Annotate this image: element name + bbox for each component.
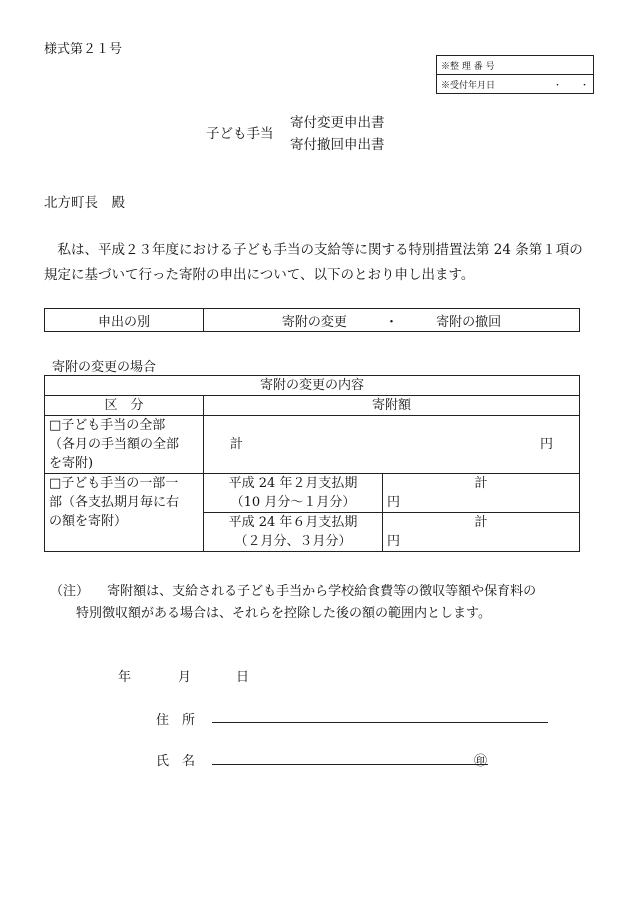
registry-number-label: ※整 理 番 号 bbox=[437, 56, 594, 75]
body-paragraph: 私は、平成２３年度における子ども手当の支給等に関する特別措置法第 24 条第１項の規定に基づいて行った寄附の申出について、以下のとおり申し出ます。 bbox=[44, 242, 583, 283]
period2-amount[interactable] bbox=[383, 513, 580, 552]
period1-amount[interactable] bbox=[383, 474, 580, 513]
name-line[interactable] bbox=[212, 764, 488, 765]
period2-total-label: 計 bbox=[474, 515, 488, 530]
category-partial-line3: の額を寄附） bbox=[49, 514, 128, 529]
addressee: 北方町長 殿 bbox=[44, 195, 125, 211]
application-type-table bbox=[44, 308, 580, 332]
date-year: 年 bbox=[118, 670, 132, 685]
address-label: 住 所 bbox=[156, 713, 196, 728]
note-label: （注） bbox=[50, 584, 90, 599]
option-withdraw[interactable]: 寄附の撤回 bbox=[436, 314, 502, 330]
period2-label bbox=[204, 513, 383, 552]
title-withdraw: 寄付撤回申出書 bbox=[290, 137, 385, 153]
period1-total-label: 計 bbox=[474, 476, 488, 491]
period2-line1: 平成 24 年６月支払期 bbox=[228, 515, 358, 530]
period1-line2: （10 月分～１月分） bbox=[230, 495, 356, 510]
date-day: 日 bbox=[236, 670, 250, 685]
period1-line1: 平成 24 年２月支払期 bbox=[228, 476, 358, 491]
change-table-header: 寄附の変更の内容 bbox=[45, 376, 580, 396]
category-partial-line2: 部（各支払期月毎に右 bbox=[49, 495, 180, 510]
option-change[interactable]: 寄附の変更 bbox=[281, 314, 347, 330]
category-full-line2: （各月の手当額の全部 bbox=[49, 437, 180, 452]
note-line1 bbox=[50, 580, 536, 599]
category-full[interactable] bbox=[45, 416, 204, 474]
title-prefix: 子ども手当 bbox=[206, 126, 274, 142]
application-type-label: 申出の別 bbox=[45, 309, 204, 332]
category-full-line1: □子ども手当の全部 bbox=[49, 418, 166, 433]
note-text-1: 寄附額は、支給される子ども手当から学校給食費等の徴収等額や保育料の bbox=[107, 584, 537, 599]
date-month: 月 bbox=[178, 670, 192, 685]
title-change: 寄付変更申出書 bbox=[290, 115, 385, 131]
category-full-line3: を寄附) bbox=[49, 456, 94, 471]
registry-date-label: ※受付年月日 bbox=[437, 75, 529, 94]
period2-unit: 円 bbox=[387, 534, 401, 549]
category-partial-line1: □子ども手当の一部一 bbox=[49, 476, 179, 491]
option-separator: ・ bbox=[384, 314, 398, 330]
change-section-title: 寄附の変更の場合 bbox=[52, 360, 157, 375]
note-line2: 特別徴収額がある場合は、それらを控除した後の額の範囲内とします。 bbox=[76, 606, 491, 621]
address-line[interactable] bbox=[212, 722, 548, 723]
column-amount: 寄附額 bbox=[204, 396, 580, 416]
registry-box bbox=[436, 55, 594, 94]
period2-line2: （２月分、３月分） bbox=[234, 534, 352, 549]
column-category: 区 分 bbox=[45, 396, 204, 416]
registry-date-value: ・ ・ bbox=[528, 75, 593, 94]
application-type-options bbox=[204, 309, 580, 332]
seal-mark: ㊞ bbox=[474, 754, 488, 769]
amount-full-unit: 円 bbox=[539, 437, 553, 452]
period1-label bbox=[204, 474, 383, 513]
amount-full-cell[interactable] bbox=[204, 416, 580, 474]
period1-unit: 円 bbox=[387, 495, 401, 510]
amount-full-total-label: 計 bbox=[230, 437, 244, 452]
change-table bbox=[44, 375, 580, 552]
name-label: 氏 名 bbox=[156, 754, 196, 769]
category-partial[interactable] bbox=[45, 474, 204, 552]
form-number: 様式第２１号 bbox=[44, 42, 123, 57]
